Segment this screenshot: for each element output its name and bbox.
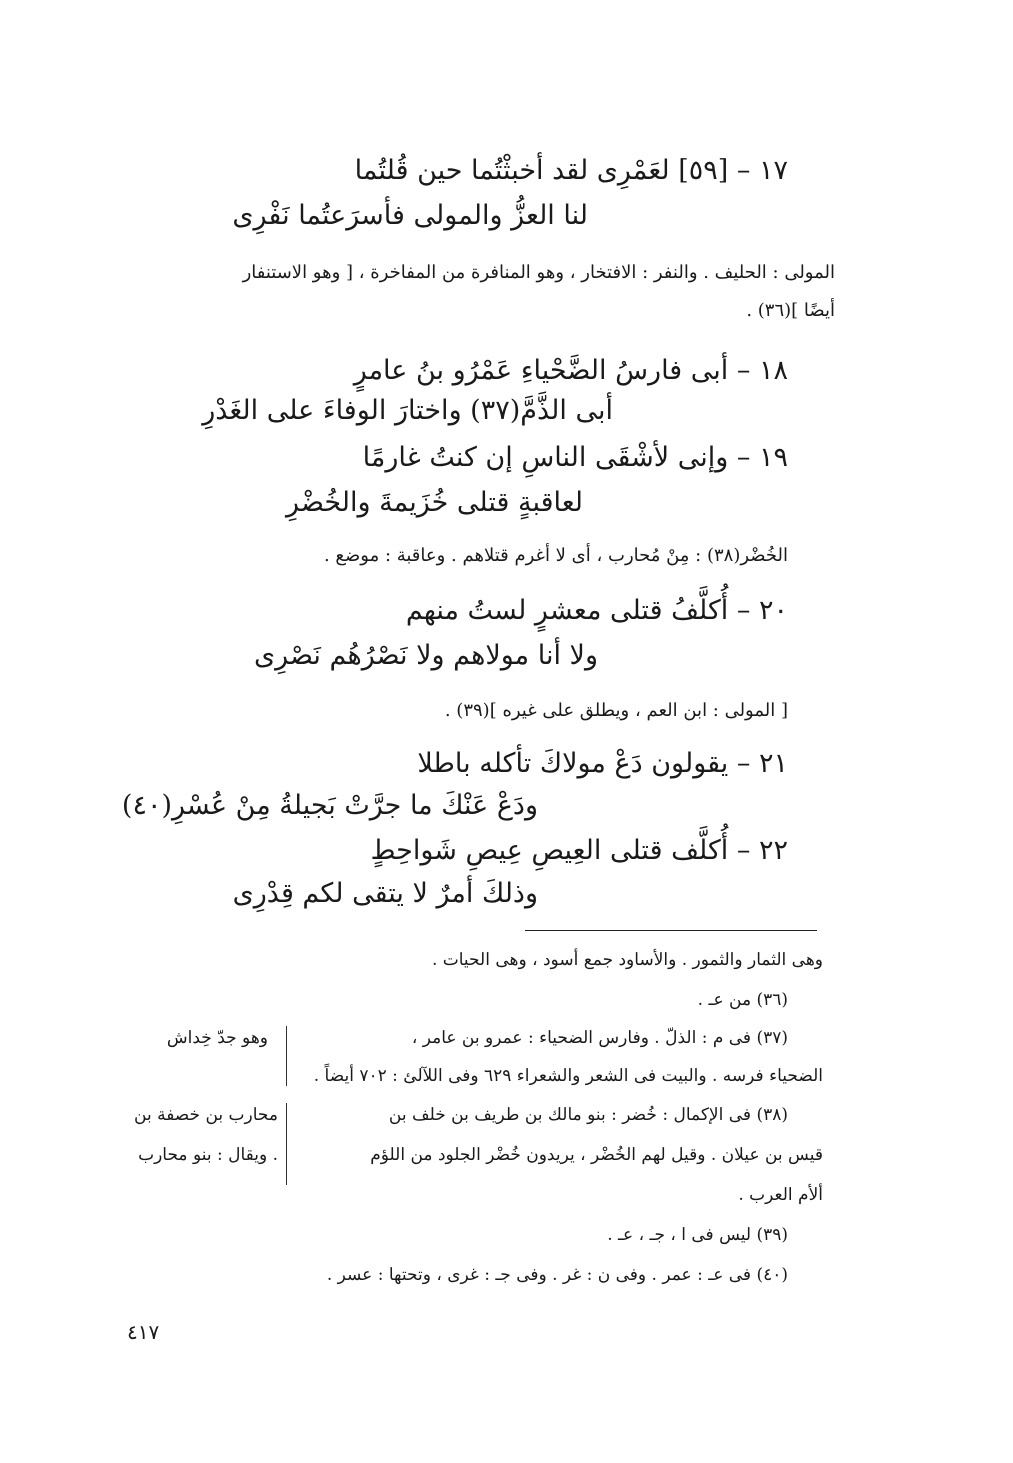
footnote-38-left-column-line1: محارب بن خصفة بن (134, 1105, 278, 1125)
commentary-20: [ المولى : ابن العم ، ويطلق على غيره ](٣٩) . (444, 700, 788, 721)
commentary-17-line2: أيضًا ](٣٦) . (746, 300, 835, 321)
verse-18-second-hemistich: أبى الذَّمَّ(٣٧) واختارَ الوفاءَ على الغَدْرِ (202, 395, 613, 426)
commentary-17-line1: المولى : الحليف . والنفر : الافتخار ، وهو المنافرة من المفاخرة ، [ وهو الاستنفار (242, 262, 835, 283)
footnote-38-left-column-line2: . ويقال : بنو محارب (138, 1145, 278, 1165)
footnote-37-right-column: (٣٧) فى م : الذلّ . وفارس الضحياء : عمرو بن عامر ، (411, 1028, 788, 1048)
verse-22-first-hemistich: ٢٢ – أُكلَّف قتلى العِيصِ عِيصِ شَواحِطٍ (370, 835, 788, 866)
footnote-continuation: وهى الثمار والثمور . والأساود جمع أسود ، وهى الحيات . (431, 950, 823, 970)
column-divider (286, 1026, 287, 1086)
footnote-37-left-column: وهو جدّ خِداش (166, 1028, 268, 1048)
verse-18-first-hemistich: ١٨ – أبى فارسُ الضَّحْياءِ عَمْرُو بنُ عامرٍ (353, 355, 788, 386)
verse-22-second-hemistich: وذلكَ أمرٌ لا يتقى لكم قِدْرِى (232, 878, 538, 909)
footnote-36: (٣٦) من عـ . (697, 990, 788, 1010)
footnote-37-line2: الضحياء فرسه . والبيت فى الشعر والشعراء ٦٢٩ وفى اللآلئ : ٧٠٢ أيضاً . (313, 1066, 823, 1086)
verse-21-first-hemistich: ٢١ – يقولون دَعْ مولاكَ تأكله باطلا (417, 748, 788, 779)
footnote-38-right-column-line2: قيس بن عيلان . وقيل لهم الخُضْر ، يريدون خُضْر الجلود من اللؤم (370, 1145, 823, 1165)
verse-21-second-hemistich: ودَعْ عَنْكَ ما جرَّتْ بَجيلةُ مِنْ عُسْرِ(٤٠) (121, 790, 538, 821)
footnote-38-line3: ألأم العرب . (738, 1185, 823, 1205)
footnote-38-right-column-line1: (٣٨) فى الإكمال : خُضر : بنو مالك بن طريف بن خلف بن (388, 1105, 788, 1125)
verse-20-second-hemistich: ولا أنا مولاهم ولا نَصْرُهُم نَصْرِى (253, 640, 598, 671)
commentary-19: الخُضْر(٣٨) : مِنْ مُحارب ، أى لا أغرم قتلاهم . وعاقبة : موضع . (323, 545, 788, 566)
verse-19-first-hemistich: ١٩ – وإنى لأشْقَى الناسِ إن كنتُ غارمًا (362, 442, 788, 473)
footnote-40: (٤٠) فى عـ : عمر . وفى ن : غر . وفى جـ : غرى ، وتحتها : عسر . (326, 1265, 788, 1285)
footnote-39: (٣٩) ليس فى ا ، جـ ، عـ . (607, 1225, 788, 1245)
verse-17-first-hemistich: ١٧ – [٥٩] لعَمْرِى لقد أخبثْتُما حين قُلتُما (354, 155, 788, 186)
verse-17-second-hemistich: لنا العزُّ والمولى فأسرَعتُما نَفْرِى (232, 200, 588, 231)
page-number: ٤١٧ (127, 1320, 160, 1344)
verse-19-second-hemistich: لعاقبةٍ قتلى خُزَيمةَ والخُضْرِ (286, 487, 583, 518)
verse-20-first-hemistich: ٢٠ – أُكلَّفُ قتلى معشرٍ لستُ منهم (405, 595, 788, 626)
column-divider (286, 1103, 287, 1185)
footnote-separator (525, 930, 817, 931)
